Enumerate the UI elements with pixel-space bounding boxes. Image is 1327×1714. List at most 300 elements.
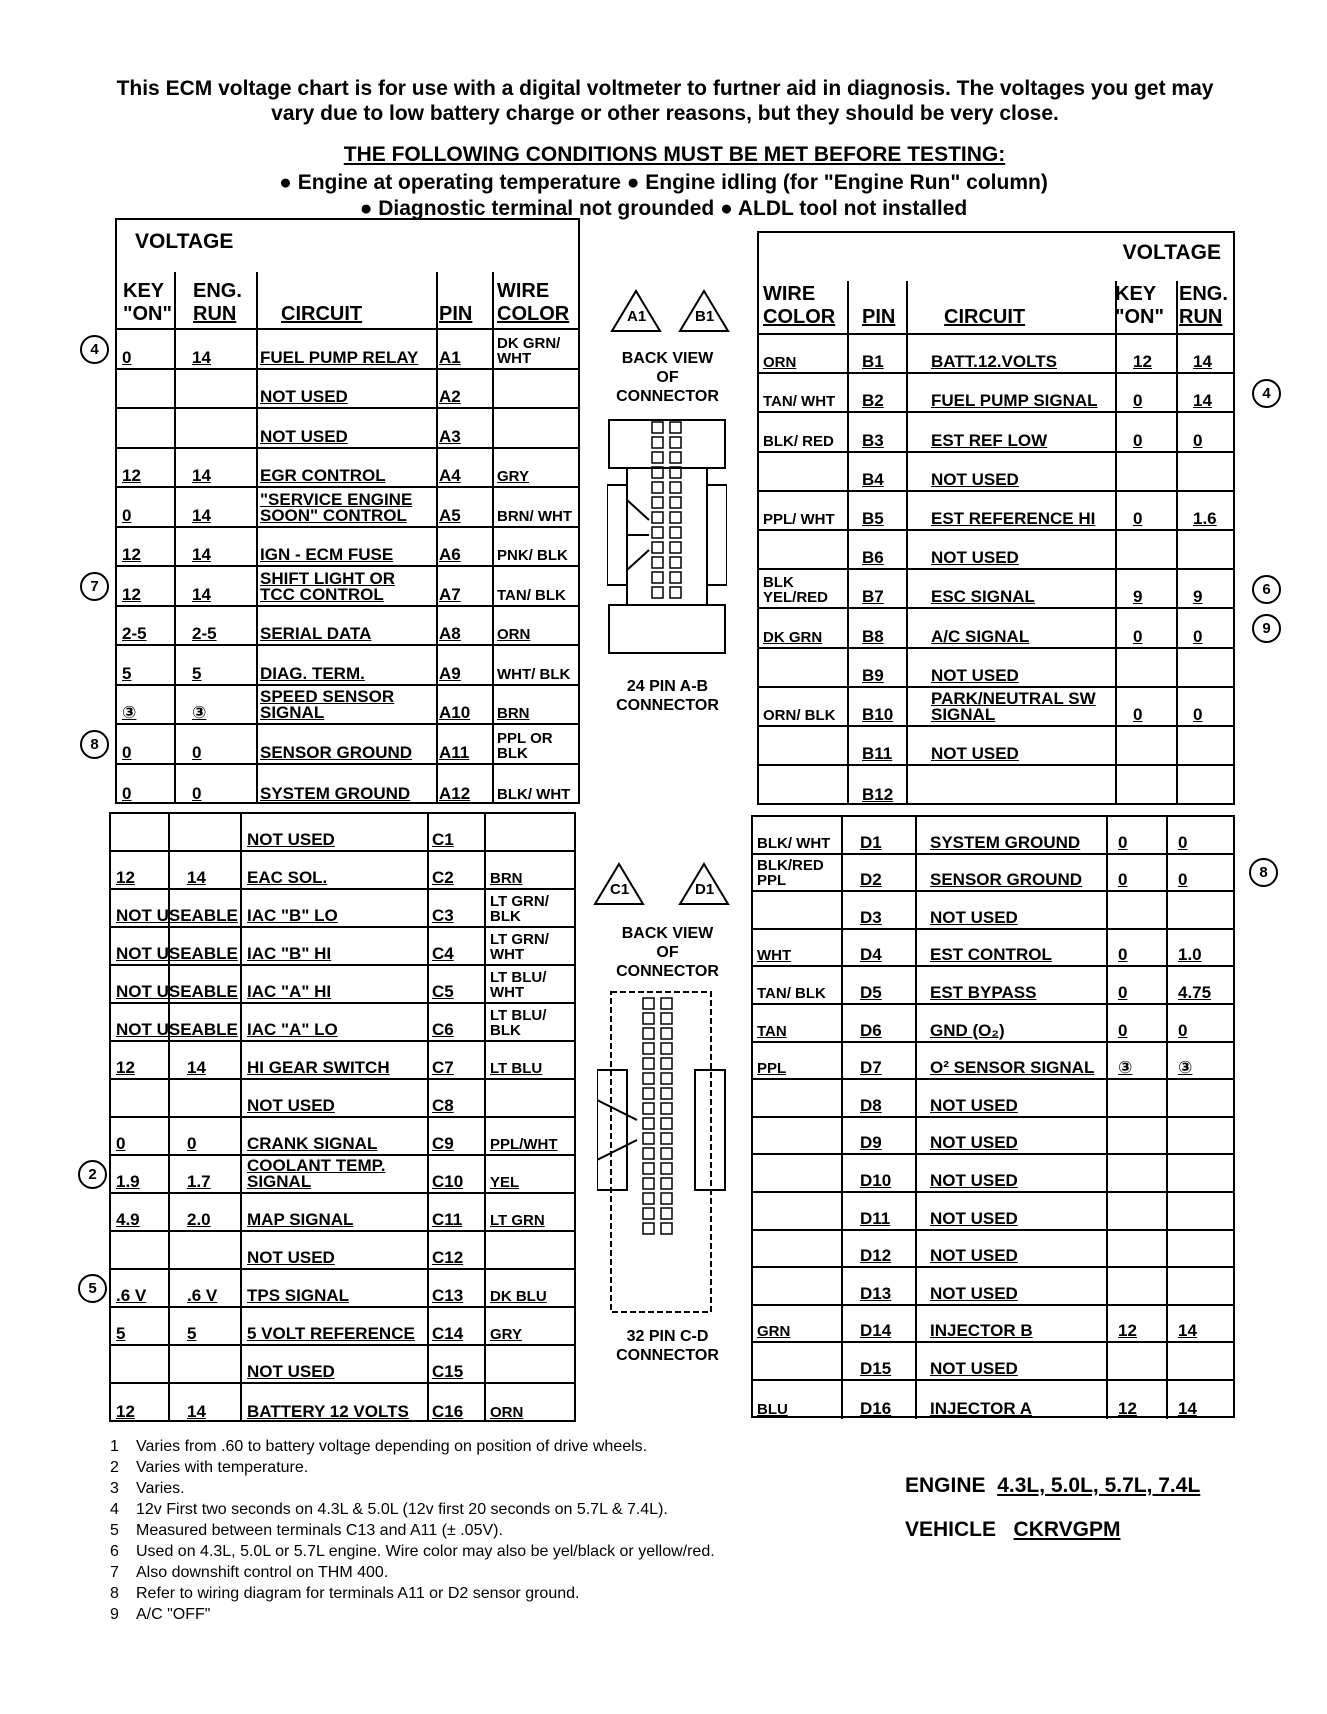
- wire-cell: PPL/WHT: [490, 1136, 558, 1153]
- connector-pin: [661, 1103, 672, 1114]
- wire-cell: BLK/RED PPL: [757, 857, 824, 890]
- connector-pin: [661, 1133, 672, 1144]
- circuit-cell: GND (O₂): [930, 1020, 1005, 1040]
- pin-cell: A6: [439, 545, 461, 564]
- column-divider: [1176, 570, 1178, 607]
- wire-cell: DK BLU: [490, 1288, 547, 1305]
- column-divider: [915, 1005, 917, 1041]
- key-cell: 12: [122, 466, 141, 485]
- back-view-label-ab: BACK VIEW OF CONNECTOR: [616, 350, 719, 405]
- wire-cell: DK GRN: [763, 628, 823, 646]
- pin-cell: D13: [860, 1283, 892, 1303]
- column-divider: [427, 1004, 429, 1040]
- wire-cell: LT BLU/ WHT: [490, 969, 547, 1001]
- circuit-cell: NOT USED: [931, 665, 1019, 685]
- column-divider: [492, 449, 494, 487]
- table-row: [111, 1080, 574, 1118]
- column-divider: [1176, 413, 1178, 450]
- pin-header: PIN: [439, 303, 473, 325]
- pin-cell: A9: [439, 663, 461, 683]
- column-divider: [427, 1194, 429, 1230]
- connector-pin: [670, 587, 681, 598]
- column-divider: [1106, 892, 1108, 928]
- circuit-cell: NOT USED: [247, 1248, 335, 1267]
- column-divider: [1106, 1155, 1108, 1191]
- connector-pin: [661, 1073, 672, 1084]
- column-divider: [841, 967, 843, 1003]
- column-divider: [841, 1193, 843, 1229]
- pin-cell: C9: [432, 1134, 454, 1153]
- column-divider: [168, 1270, 170, 1306]
- column-divider: [427, 1232, 429, 1268]
- wire-color-header-b: WIRE COLOR: [763, 283, 836, 328]
- table-row: [111, 814, 574, 852]
- note-circle: 5: [78, 1274, 107, 1303]
- circuit-cell: EST REFERENCE HI: [931, 508, 1096, 528]
- circuit-cell: NOT USED: [930, 1358, 1018, 1378]
- pin-cell: C7: [432, 1058, 454, 1077]
- column-divider: [484, 1004, 486, 1040]
- column-divider: [1106, 1231, 1108, 1267]
- eng-run-header-b: ENG. RUN: [1179, 283, 1228, 328]
- run-cell: 14: [192, 466, 211, 485]
- pin-cell: D4: [860, 945, 882, 965]
- key-cell: 12: [1118, 1321, 1137, 1341]
- column-divider: [906, 766, 908, 805]
- pin-cell: A8: [439, 624, 461, 643]
- column-divider: [915, 1193, 917, 1229]
- table-row: [759, 413, 1233, 452]
- connector-pin: [652, 422, 663, 433]
- circuit-cell: SENSOR GROUND: [930, 870, 1083, 890]
- connector-pin: [643, 1073, 654, 1084]
- column-divider: [427, 1042, 429, 1078]
- column-divider: [915, 855, 917, 891]
- column-divider: [256, 725, 258, 763]
- run-cell: 0: [192, 784, 202, 803]
- circuit-cell: EST CONTROL: [930, 945, 1052, 965]
- circuit-cell: SYSTEM GROUND: [260, 784, 411, 803]
- footnote-number: 3: [110, 1480, 119, 1497]
- connector-pin: [643, 1178, 654, 1189]
- column-divider: [174, 370, 176, 408]
- column-divider: [1166, 855, 1168, 891]
- table-row: [759, 335, 1233, 374]
- key-cell: ③: [122, 703, 137, 722]
- circuit-cell: SPEED SENSOR SIGNAL: [260, 687, 395, 722]
- connector-pin: [670, 482, 681, 493]
- column-divider: [1106, 1268, 1108, 1304]
- column-divider: [427, 1156, 429, 1192]
- column-divider: [1106, 1343, 1108, 1379]
- pin-cell: B10: [862, 704, 894, 724]
- note-circle: 2: [78, 1160, 107, 1189]
- column-divider: [841, 892, 843, 928]
- column-divider: [484, 1042, 486, 1078]
- footnote-number: 4: [110, 1501, 119, 1518]
- table-a: [90, 328, 580, 804]
- column-divider: [492, 725, 494, 763]
- table-row: [111, 1118, 574, 1156]
- circuit-cell: FUEL PUMP SIGNAL: [931, 391, 1098, 411]
- column-divider: [168, 1308, 170, 1344]
- table-row: [88, 1156, 574, 1194]
- column-divider: [427, 928, 429, 964]
- connector-pin: [643, 1058, 654, 1069]
- connector-pin: [670, 422, 681, 433]
- column-divider: [1176, 649, 1178, 686]
- column-divider: [1106, 1043, 1108, 1079]
- column-divider: [847, 688, 849, 725]
- engine-label: ENGINE: [905, 1474, 986, 1497]
- run-cell: 0: [1193, 626, 1203, 646]
- column-divider: [1106, 855, 1108, 891]
- column-divider: [174, 567, 176, 605]
- column-divider: [436, 607, 438, 645]
- connector-pin: [661, 1028, 672, 1039]
- column-divider: [436, 370, 438, 408]
- column-divider: [1176, 492, 1178, 529]
- pin-cell: D3: [860, 907, 882, 927]
- table-row: [759, 766, 1233, 805]
- column-divider: [1176, 335, 1178, 372]
- column-divider: [841, 1155, 843, 1191]
- table-row: [111, 1384, 574, 1422]
- pin-cell: D15: [860, 1358, 892, 1378]
- circuit-cell: NOT USED: [930, 1246, 1018, 1266]
- connector-pin: [652, 542, 663, 553]
- table-row: [753, 855, 1268, 893]
- wire-cell: BLK/ WHT: [757, 834, 831, 852]
- column-divider: [240, 966, 242, 1002]
- key-cell: 0: [1118, 1020, 1128, 1040]
- column-divider: [168, 852, 170, 888]
- wire-cell: ORN: [497, 626, 531, 643]
- column-divider: [1176, 727, 1178, 764]
- table-row: [753, 892, 1233, 930]
- column-divider: [256, 370, 258, 408]
- column-divider: [906, 335, 908, 372]
- wire-cell: GRN: [757, 1323, 791, 1341]
- table-row: [753, 1381, 1233, 1419]
- connector-pin: [670, 512, 681, 523]
- column-divider: [240, 1346, 242, 1382]
- connector-pin: [661, 1208, 672, 1219]
- run-cell: .6 V: [187, 1286, 218, 1305]
- key-cell: 12: [122, 545, 141, 564]
- column-divider: [906, 570, 908, 607]
- table-row: [117, 409, 578, 449]
- key-cell: 0: [1133, 704, 1143, 724]
- column-divider: [240, 1042, 242, 1078]
- table-c: [88, 812, 576, 1422]
- table-row: [111, 928, 574, 966]
- note-circle: 4: [80, 335, 109, 364]
- key-cell: ③: [1118, 1058, 1133, 1078]
- column-divider: [1166, 967, 1168, 1003]
- column-divider: [1106, 1381, 1108, 1419]
- table-row: [117, 607, 578, 647]
- column-divider: [906, 492, 908, 529]
- wire-cell: PPL: [757, 1060, 787, 1078]
- table-row: [753, 1080, 1233, 1118]
- connector-pin: [670, 557, 681, 568]
- column-divider: [847, 649, 849, 686]
- wire-cell: WHT/ BLK: [497, 665, 571, 683]
- footnote-text: Used on 4.3L, 5.0L or 5.7L engine. Wire color may also be yel/black or yellow/red.: [136, 1543, 715, 1560]
- column-divider: [1115, 335, 1117, 372]
- table-row: [759, 531, 1233, 570]
- column-divider: [841, 1381, 843, 1419]
- wire-cell: BLK/ RED: [763, 432, 834, 450]
- wire-cell: BLU: [757, 1400, 788, 1418]
- table-row: [90, 330, 578, 370]
- circuit-cell: SENSOR GROUND: [260, 742, 413, 762]
- run-cell: 9: [1193, 587, 1203, 607]
- connector-pin: [652, 557, 663, 568]
- column-divider: [492, 370, 494, 408]
- column-divider: [436, 567, 438, 605]
- table-row: [753, 1155, 1233, 1193]
- column-divider: [256, 409, 258, 447]
- key-cell: 2-5: [122, 624, 147, 643]
- pin-cell: C11: [432, 1210, 463, 1229]
- key-cell: 0: [1118, 982, 1128, 1002]
- intro-text: This ECM voltage chart is for use with a digital voltmeter to furtner aid in diagnosis. The voltages you get may vary due to low battery charge or other reasons, but they should be very close.: [116, 77, 1214, 125]
- circuit-cell: "SERVICE ENGINE SOON" CONTROL: [260, 489, 413, 525]
- column-divider: [1166, 1381, 1168, 1419]
- wire-cell: ORN: [490, 1404, 524, 1421]
- circuit-cell: O² SENSOR SIGNAL: [930, 1058, 1095, 1078]
- run-cell: 14: [187, 868, 206, 887]
- eng-run-header: ENG. RUN: [193, 280, 242, 325]
- connector-pin: [670, 452, 681, 463]
- pin-cell: B3: [862, 430, 884, 450]
- table-row: [111, 1232, 574, 1270]
- connector-ab-shape: [607, 410, 727, 660]
- table-row: [759, 374, 1271, 413]
- key-cell: 0: [1118, 832, 1128, 852]
- connector-pin: [661, 1118, 672, 1129]
- column-divider: [168, 1384, 170, 1422]
- circuit-cell: BATT.12.VOLTS: [931, 352, 1057, 372]
- table-row: [753, 1231, 1233, 1269]
- column-divider: [906, 609, 908, 646]
- vehicle-value: CKRVGPM: [1013, 1518, 1121, 1541]
- key-cell: 0: [1133, 391, 1143, 411]
- column-divider: [240, 1308, 242, 1344]
- connector-ab-label: 24 PIN A-B CONNECTOR: [616, 678, 719, 714]
- column-divider: [240, 814, 242, 850]
- note-circle: 7: [80, 572, 109, 601]
- column-divider: [1166, 1343, 1168, 1379]
- pin-cell: D16: [860, 1398, 892, 1418]
- key-cell: 9: [1133, 587, 1143, 607]
- column-divider: [492, 409, 494, 447]
- column-divider: [915, 1306, 917, 1342]
- table-row: [88, 1270, 574, 1308]
- wire-cell: BLK/ WHT: [497, 786, 571, 803]
- column-divider: [427, 814, 429, 850]
- circuit-cell: NOT USED: [247, 1096, 335, 1115]
- column-divider: [427, 1308, 429, 1344]
- footnote: [110, 1499, 715, 1520]
- column-divider: [915, 1080, 917, 1116]
- connector-pin: [670, 497, 681, 508]
- wire-cell: PPL/ WHT: [763, 510, 835, 528]
- table-row: [753, 817, 1233, 855]
- run-cell: 0: [1178, 832, 1188, 852]
- footnote-text: Varies from .60 to battery voltage depending on position of drive wheels.: [136, 1438, 648, 1455]
- table-row: [117, 528, 578, 568]
- pin-cell: C3: [432, 906, 454, 925]
- wire-cell: GRY: [497, 468, 529, 485]
- column-divider: [168, 1042, 170, 1078]
- circuit-cell: NOT USED: [930, 907, 1018, 927]
- circuit-cell: NOT USED: [260, 387, 348, 406]
- table-row: [117, 765, 578, 805]
- key-cell: 0: [116, 1134, 126, 1153]
- column-divider: [240, 890, 242, 926]
- column-divider: [436, 725, 438, 763]
- pin-cell: D10: [860, 1170, 892, 1190]
- column-divider: [492, 646, 494, 684]
- pin-cell: D9: [860, 1133, 882, 1153]
- connector-pin: [661, 1013, 672, 1024]
- circuit-cell: NOT USED: [260, 426, 348, 446]
- column-divider: [1176, 531, 1178, 568]
- connector-pin: [643, 1193, 654, 1204]
- circuit-cell: NOT USED: [930, 1283, 1018, 1303]
- column-divider: [174, 765, 176, 805]
- column-divider: [168, 1118, 170, 1154]
- column-divider: [427, 852, 429, 888]
- pin-cell: D8: [860, 1095, 882, 1115]
- column-divider: [1115, 413, 1117, 450]
- table-row: [759, 649, 1233, 688]
- column-divider: [841, 1268, 843, 1304]
- footnotes: [110, 1436, 715, 1625]
- pin-cell: A2: [439, 387, 461, 406]
- column-divider: [1115, 688, 1117, 725]
- column-divider: [492, 488, 494, 526]
- column-divider: [484, 852, 486, 888]
- circuit-cell: FUEL PUMP RELAY: [260, 347, 419, 367]
- column-divider: [256, 607, 258, 645]
- wire-cell: PPL OR BLK: [497, 729, 553, 762]
- connector-pin: [661, 1043, 672, 1054]
- key-cell: 12: [1133, 352, 1152, 372]
- column-divider: [174, 607, 176, 645]
- column-divider: [1166, 1231, 1168, 1267]
- pin-cell: D7: [860, 1058, 882, 1078]
- column-divider: [1106, 1306, 1108, 1342]
- column-divider: [1106, 1193, 1108, 1229]
- connector-pin: [643, 1088, 654, 1099]
- circuit-cell: NOT USED: [930, 1170, 1018, 1190]
- circuit-cell: EST BYPASS: [930, 982, 1037, 1002]
- wire-cell: TAN/ BLK: [497, 586, 566, 604]
- run-cell: 0: [187, 1134, 197, 1153]
- key-cell: 0: [1133, 430, 1143, 450]
- column-divider: [436, 686, 438, 724]
- column-divider: [1115, 531, 1117, 568]
- connector-pin: [652, 572, 663, 583]
- pin-cell: D12: [860, 1246, 892, 1266]
- run-cell: 14: [192, 347, 211, 367]
- table-row: [759, 727, 1233, 766]
- pin-cell: C10: [432, 1172, 464, 1191]
- circuit-cell: NOT USED: [247, 1362, 335, 1381]
- pin-cell: B9: [862, 665, 884, 685]
- column-divider: [436, 488, 438, 526]
- column-divider: [847, 413, 849, 450]
- column-divider: [915, 1043, 917, 1079]
- column-divider: [841, 1343, 843, 1379]
- table-row: [117, 488, 578, 528]
- table-row: [753, 1306, 1233, 1344]
- key-cell: 4.9: [116, 1210, 140, 1229]
- circuit-cell: NOT USED: [930, 1208, 1018, 1228]
- wire-cell: LT BLU/ BLK: [490, 1007, 547, 1039]
- connector-pin: [661, 1163, 672, 1174]
- connector-pin: [652, 482, 663, 493]
- column-divider: [1176, 688, 1178, 725]
- key-cell: 0: [1118, 945, 1128, 965]
- column-divider: [847, 492, 849, 529]
- pin-cell: C15: [432, 1362, 464, 1381]
- note-circle: 8: [1249, 858, 1278, 887]
- column-divider: [168, 1194, 170, 1230]
- column-divider: [256, 567, 258, 605]
- footnote-text: Refer to wiring diagram for terminals A11 or D2 sensor ground.: [136, 1585, 580, 1602]
- run-cell: 0: [1178, 1020, 1188, 1040]
- column-divider: [484, 814, 486, 850]
- pin-cell: D6: [860, 1020, 882, 1040]
- key-cell: 12: [116, 868, 135, 887]
- connector-pin: [643, 1028, 654, 1039]
- wire-cell: ORN: [763, 354, 797, 372]
- column-divider: [841, 1005, 843, 1041]
- run-cell: 1.0: [1178, 945, 1202, 965]
- column-divider: [484, 1118, 486, 1154]
- run-cell: 5: [187, 1324, 197, 1343]
- key-cell: .6 V: [116, 1286, 147, 1305]
- column-divider: [1166, 930, 1168, 966]
- wire-cell: WHT: [757, 947, 792, 965]
- wire-cell: LT GRN/ WHT: [490, 931, 549, 963]
- footnote: [110, 1583, 715, 1604]
- column-divider: [841, 1231, 843, 1267]
- column-divider: [484, 1080, 486, 1116]
- pin-cell: C5: [432, 982, 454, 1001]
- pin-cell: D14: [860, 1321, 892, 1341]
- run-cell: 14: [192, 584, 211, 604]
- voltage-header-b: VOLTAGE: [1122, 241, 1221, 264]
- pin-cell: B11: [862, 744, 893, 764]
- column-divider: [174, 330, 176, 368]
- key-cell: 0: [1118, 870, 1128, 890]
- table-row: [759, 453, 1233, 492]
- column-divider: [256, 646, 258, 684]
- column-divider: [427, 890, 429, 926]
- column-divider: [174, 449, 176, 487]
- column-divider: [256, 528, 258, 566]
- column-divider: [436, 646, 438, 684]
- circuit-cell: PARK/NEUTRAL SW SIGNAL: [931, 688, 1096, 724]
- column-divider: [847, 531, 849, 568]
- circuit-cell: A/C SIGNAL: [931, 626, 1030, 646]
